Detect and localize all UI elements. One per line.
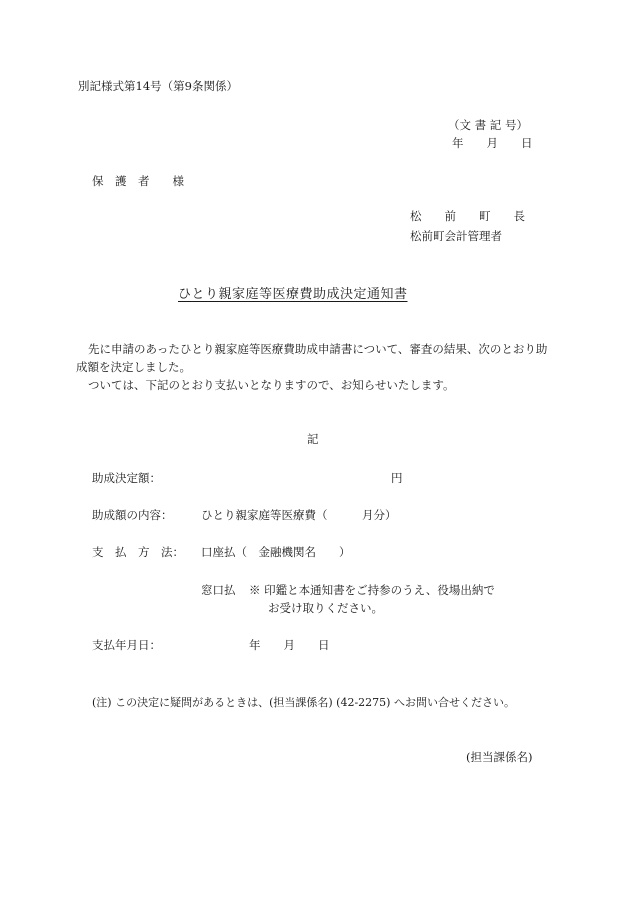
payment-date-value: 年 月 日 xyxy=(249,638,330,652)
sender-title: 松 前 町 長 xyxy=(410,209,525,223)
method-label: 支 払 方 法： xyxy=(92,545,184,559)
method-bank: 口座払（ 金融機関名 ） xyxy=(201,545,351,559)
method-window-note-1: ※ 印鑑と本通知書をご持参のうえ、役場出納で xyxy=(249,583,495,597)
note: (注) この決定に疑問があるときは、(担当課係名) (42-2275) へお問い合せください。 xyxy=(92,696,515,709)
issue-date: 年 月 日 xyxy=(452,136,533,150)
page-title: ひとり親家庭等医療費助成決定通知書 xyxy=(178,287,408,302)
sender-accountant: 松前町会計管理者 xyxy=(410,229,502,243)
amount-unit: 円 xyxy=(391,471,403,485)
footer-dept: (担当課係名) xyxy=(466,750,533,764)
body-paragraph-1: 先に申請のあったひとり親家庭等医療費助成申請書について、審査の結果、次のとおり助成額を決定しました。 xyxy=(76,342,548,374)
body-paragraph-2: ついては、下記のとおり支払いとなりますので、お知らせいたします。 xyxy=(88,378,455,392)
recipient: 保 護 者 様 xyxy=(92,174,184,188)
form-label: 別記様式第14号（第9条関係） xyxy=(78,79,238,93)
content-label: 助成額の内容： xyxy=(92,508,173,522)
content-value: ひとり親家庭等医療費（ 月分） xyxy=(201,508,397,522)
method-window-label: 窓口払 xyxy=(201,583,236,597)
amount-label: 助成決定額： xyxy=(92,471,161,485)
method-window-note-2: お受け取りください。 xyxy=(268,601,383,615)
payment-date-label: 支払年月日： xyxy=(92,638,161,652)
ki-heading: 記 xyxy=(307,432,319,446)
document-number: （文 書 記 号） xyxy=(448,118,528,132)
